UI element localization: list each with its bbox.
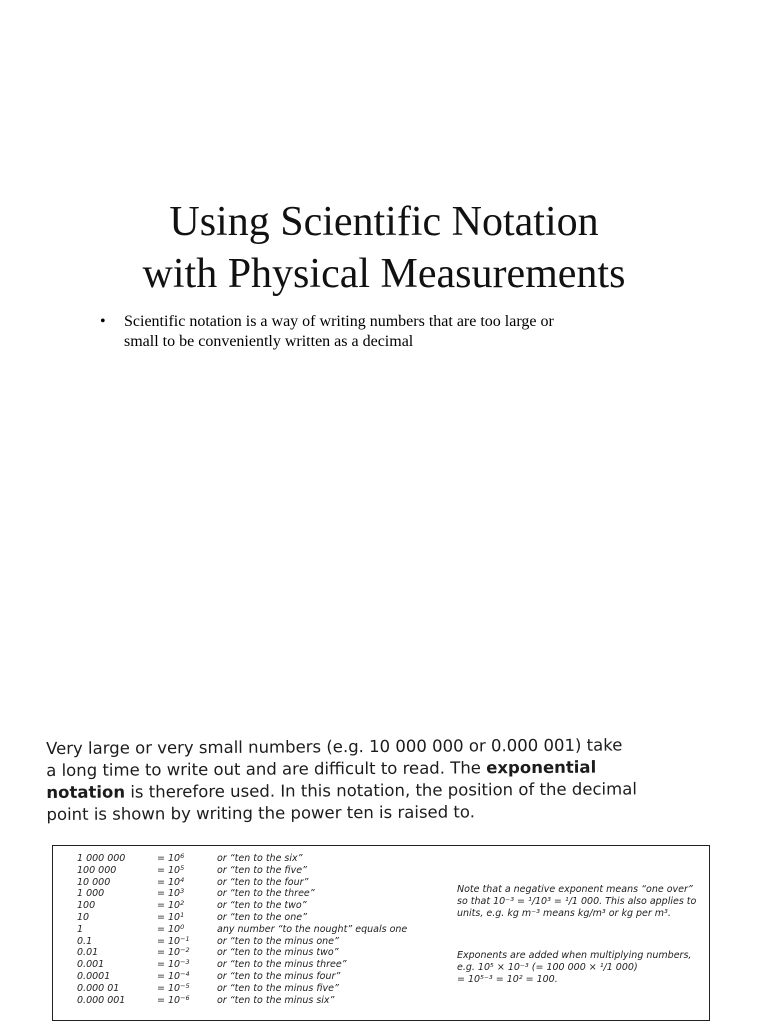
row-base: = 10 <box>157 935 181 947</box>
row-number: 10 000 <box>77 876 111 888</box>
scan-line-3 <box>46 778 637 804</box>
row-description: or “ten to the one” <box>217 911 308 923</box>
row-base: = 10 <box>157 970 181 982</box>
row-exponent: 5 <box>180 863 185 872</box>
slide-title <box>0 196 768 300</box>
bullet-dot-icon: • <box>100 313 106 330</box>
row-description: or “ten to the minus two” <box>217 947 339 959</box>
multiplying-exponents-note <box>457 950 707 986</box>
row-number: 100 000 <box>77 864 117 876</box>
table-row <box>77 853 467 865</box>
row-number: 0.0001 <box>77 970 111 982</box>
table-row <box>77 900 467 912</box>
note1-line-3: units, e.g. kg m⁻³ means kg/m³ or kg per m³. <box>457 908 671 919</box>
table-row <box>77 983 467 995</box>
row-description: or “ten to the minus three” <box>217 959 347 971</box>
table-row <box>77 888 467 900</box>
row-base: = 10 <box>157 876 181 888</box>
row-base: = 10 <box>157 947 181 959</box>
row-number: 0.1 <box>77 935 93 947</box>
row-exponent: 1 <box>180 910 185 919</box>
row-description: or “ten to the minus six” <box>217 994 335 1006</box>
scan-line-1: Very large or very small numbers (e.g. 10 000 000 or 0.000 001) take <box>46 735 623 758</box>
row-exponent: −4 <box>180 969 190 978</box>
table-row <box>77 936 467 948</box>
bullet-text-line-1: Scientific notation is a way of writing numbers that are too large or <box>124 313 554 330</box>
table-row <box>77 865 467 877</box>
scan-line-2-text: a long time to write out and are difficult to read. The <box>46 758 481 780</box>
row-exponent: −6 <box>180 993 190 1002</box>
row-base: = 10 <box>157 888 181 900</box>
row-number: 0.000 01 <box>77 982 120 994</box>
row-description: any number “to the nought” equals one <box>217 923 408 935</box>
row-description: or “ten to the three” <box>217 888 315 900</box>
row-description: or “ten to the minus four” <box>217 970 341 982</box>
table-row <box>77 912 467 924</box>
note1-line-2: so that 10⁻³ = ¹/10³ = ¹/1 000. This also applies to <box>457 896 697 907</box>
row-number: 10 <box>77 911 90 923</box>
row-number: 100 <box>77 900 96 912</box>
row-number: 0.01 <box>77 947 99 959</box>
table-row <box>77 959 467 971</box>
row-description: or “ten to the six” <box>217 853 303 864</box>
row-exponent: 4 <box>180 875 185 884</box>
note1-line-1: Note that a negative exponent means “one over” <box>457 884 693 895</box>
bullet-item <box>100 312 660 352</box>
note2-line-3: = 10⁵⁻³ = 10² = 100. <box>457 974 558 985</box>
row-description: or “ten to the two” <box>217 900 307 912</box>
row-base: = 10 <box>157 982 181 994</box>
row-number: 0.001 <box>77 959 105 971</box>
note2-line-2: e.g. 10⁵ × 10⁻³ (= 100 000 × ¹/1 000) <box>457 962 638 973</box>
scan-bold-term-exponential: exponential <box>486 757 597 778</box>
row-exponent: −1 <box>180 934 190 943</box>
table-row <box>77 947 467 959</box>
table-row <box>77 924 467 936</box>
title-line-2: with Physical Measurements <box>142 251 626 297</box>
row-number: 0.000 001 <box>77 994 126 1006</box>
row-exponent: −2 <box>180 946 190 955</box>
bullet-text-line-2: small to be conveniently written as a decimal <box>124 333 414 350</box>
bullet-list <box>100 312 660 352</box>
row-exponent: 2 <box>180 899 185 908</box>
row-description: or “ten to the minus one” <box>217 935 339 947</box>
row-base: = 10 <box>157 923 181 935</box>
row-description: or “ten to the minus five” <box>217 982 339 994</box>
row-base: = 10 <box>157 959 181 971</box>
row-exponent: −5 <box>180 981 190 990</box>
row-number: 1 000 <box>77 888 105 900</box>
row-base: = 10 <box>157 900 181 912</box>
row-power-of-ten <box>157 995 190 1007</box>
row-base: = 10 <box>157 994 181 1006</box>
row-exponent: −3 <box>180 958 190 967</box>
row-base: = 10 <box>157 864 181 876</box>
row-description: or “ten to the four” <box>217 876 309 888</box>
scan-bold-term-notation: notation <box>46 782 126 802</box>
table-row <box>77 877 467 889</box>
row-exponent: 0 <box>180 922 185 931</box>
row-number: 1 000 000 <box>77 853 126 864</box>
row-base: = 10 <box>157 853 181 864</box>
scan-line-4: point is shown by writing the power ten is raised to. <box>46 802 475 824</box>
note2-line-1: Exponents are added when multiplying numbers, <box>457 950 692 961</box>
row-description: or “ten to the five” <box>217 864 307 876</box>
scan-line-3-text: is therefore used. In this notation, the position of the decimal <box>130 779 637 802</box>
table-rows <box>77 853 467 1006</box>
negative-exponent-note <box>457 884 707 920</box>
table-row <box>77 971 467 983</box>
title-line-1: Using Scientific Notation <box>169 199 599 245</box>
powers-of-ten-table <box>52 845 710 1021</box>
row-base: = 10 <box>157 911 181 923</box>
row-number: 1 <box>77 923 84 935</box>
row-exponent: 3 <box>180 887 185 896</box>
scanned-paragraph <box>46 734 637 826</box>
row-exponent: 6 <box>180 852 185 860</box>
table-row <box>77 995 467 1007</box>
